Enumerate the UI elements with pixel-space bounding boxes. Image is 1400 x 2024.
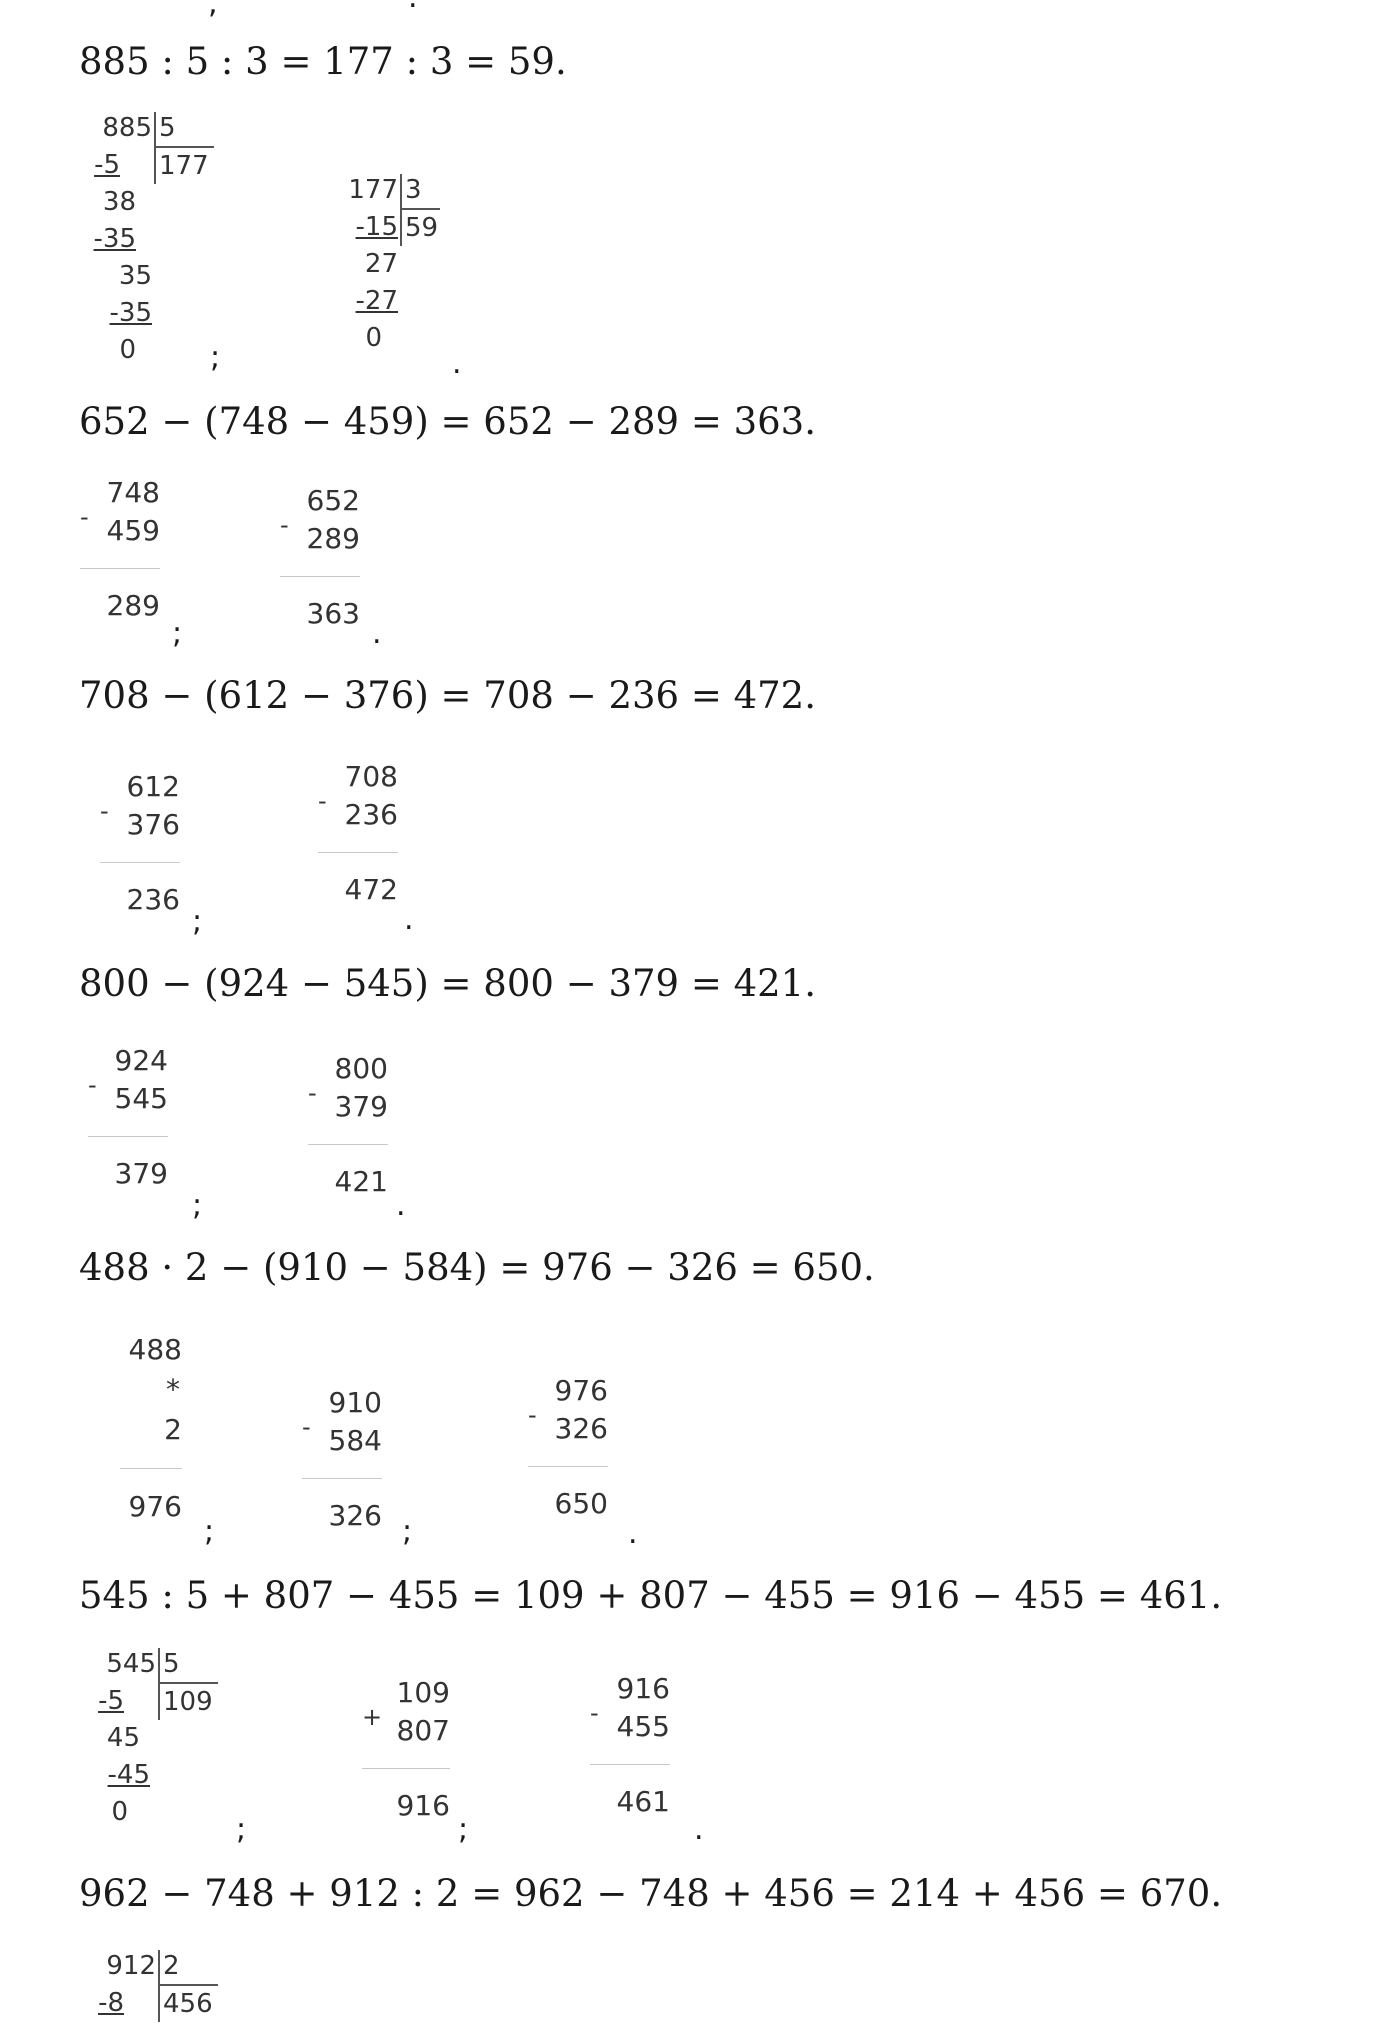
step: 27 (364, 249, 398, 279)
subtrahend: 455 (616, 1710, 670, 1743)
column-subtraction-916-455 (590, 1670, 670, 1821)
difference: 326 (328, 1499, 382, 1532)
top-dot (408, 0, 418, 15)
long-division-545 (92, 1646, 222, 1836)
equation-5: 488 · 2 − (910 − 584) = 976 − 326 = 650. (79, 1246, 875, 1289)
minuend: 800 (334, 1052, 388, 1085)
dividend: 545 (106, 1649, 156, 1679)
result-line (120, 1468, 182, 1469)
subtrahend: 376 (126, 808, 180, 841)
addend-2: 807 (396, 1714, 450, 1747)
long-division-885 (88, 110, 218, 370)
addend-1: 109 (396, 1676, 450, 1709)
semicolon: ; (458, 1812, 469, 1847)
difference: 421 (334, 1165, 388, 1198)
minus-sign: - (88, 1071, 97, 1099)
step: 0 (365, 323, 382, 353)
result-line (318, 852, 398, 853)
step: -45 (107, 1760, 150, 1790)
result-line (88, 1136, 168, 1137)
division-vertical-bar (158, 1648, 160, 1720)
difference: 236 (126, 883, 180, 916)
equation-6: 545 : 5 + 807 − 455 = 109 + 807 − 455 = 916 − 455 = 461. (79, 1574, 1223, 1617)
subtrahend: 326 (554, 1412, 608, 1445)
division-vertical-bar (400, 174, 402, 246)
step: 45 (106, 1723, 140, 1753)
result-line (80, 568, 160, 569)
quotient: 177 (159, 151, 209, 181)
top-comma: , (208, 0, 218, 21)
step: 38 (102, 187, 136, 217)
result-line (308, 1144, 388, 1145)
equation-1: 885 : 5 : 3 = 177 : 3 = 59. (79, 40, 567, 83)
result-line (100, 862, 180, 863)
minuend: 748 (106, 476, 160, 509)
multiplicand: 488 (128, 1333, 182, 1366)
equation-3: 708 − (612 − 376) = 708 − 236 = 472. (79, 674, 816, 717)
long-division-912 (92, 1948, 222, 2024)
result-line (362, 1768, 450, 1769)
period: . (694, 1812, 704, 1847)
difference: 472 (344, 873, 398, 906)
dividend: 885 (102, 113, 152, 143)
step: -5 (94, 150, 120, 180)
column-subtraction-612-376 (100, 768, 180, 919)
period: . (372, 616, 382, 651)
divisor: 3 (405, 175, 422, 205)
minuend: 652 (306, 484, 360, 517)
difference: 461 (616, 1785, 670, 1818)
semicolon: ; (192, 904, 203, 939)
semicolon: ; (172, 616, 183, 651)
minus-sign: - (318, 787, 327, 815)
semicolon: ; (402, 1514, 413, 1549)
divisor: 2 (163, 1951, 180, 1981)
difference: 363 (306, 597, 360, 630)
multiply-sign: * (166, 1373, 180, 1406)
period: . (404, 902, 414, 937)
result-line (280, 576, 360, 577)
step: -5 (98, 1686, 124, 1716)
step: -8 (98, 1988, 124, 2018)
minuend: 976 (554, 1374, 608, 1407)
long-division-177 (334, 172, 464, 362)
result-line (590, 1764, 670, 1765)
subtrahend: 289 (306, 522, 360, 555)
column-addition-109-807 (362, 1674, 450, 1825)
column-multiplication-488-2 (120, 1330, 182, 1527)
period: . (396, 1188, 406, 1223)
quotient: 456 (163, 1989, 213, 2019)
difference: 379 (114, 1157, 168, 1190)
subtrahend: 379 (334, 1090, 388, 1123)
minuend: 910 (328, 1386, 382, 1419)
divisor: 5 (159, 113, 176, 143)
result-line (528, 1466, 608, 1467)
step: 35 (118, 261, 152, 291)
minus-sign: - (100, 797, 109, 825)
period: . (628, 1516, 638, 1551)
quotient: 109 (163, 1687, 213, 1717)
equation-4: 800 − (924 − 545) = 800 − 379 = 421. (79, 962, 816, 1005)
semicolon: ; (210, 340, 221, 375)
result-line (302, 1478, 382, 1479)
step: -35 (109, 298, 152, 328)
minus-sign: - (80, 503, 89, 531)
minuend: 916 (616, 1672, 670, 1705)
semicolon: ; (204, 1514, 215, 1549)
column-subtraction-800-379 (308, 1050, 388, 1201)
equation-7: 962 − 748 + 912 : 2 = 962 − 748 + 456 = 214 + 456 = 670. (79, 1872, 1223, 1915)
semicolon: ; (192, 1188, 203, 1223)
minus-sign: - (528, 1401, 537, 1429)
difference: 289 (106, 589, 160, 622)
division-vertical-bar (154, 112, 156, 184)
column-subtraction-924-545 (88, 1042, 168, 1193)
period: . (452, 346, 462, 381)
minuend: 612 (126, 770, 180, 803)
dividend: 177 (348, 175, 398, 205)
plus-sign: + (362, 1703, 383, 1731)
column-subtraction-976-326 (528, 1372, 608, 1523)
minus-sign: - (590, 1699, 599, 1727)
subtrahend: 459 (106, 514, 160, 547)
semicolon: ; (236, 1812, 247, 1847)
subtrahend: 584 (328, 1424, 382, 1457)
step: 0 (111, 1797, 128, 1827)
quotient: 59 (405, 213, 439, 243)
difference: 650 (554, 1487, 608, 1520)
sum: 916 (396, 1789, 450, 1822)
product: 976 (128, 1490, 182, 1523)
divisor: 5 (163, 1649, 180, 1679)
minus-sign: - (302, 1413, 311, 1441)
dividend: 912 (106, 1951, 156, 1981)
step: -15 (355, 212, 398, 242)
column-subtraction-652-289 (280, 482, 360, 633)
step: 0 (119, 335, 136, 365)
column-subtraction-748-459 (80, 474, 160, 625)
multiplier: 2 (164, 1413, 182, 1446)
step: -27 (355, 286, 398, 316)
step: -35 (93, 224, 136, 254)
subtrahend: 545 (114, 1082, 168, 1115)
column-subtraction-708-236 (318, 758, 398, 909)
division-vertical-bar (158, 1950, 160, 2022)
equation-2: 652 − (748 − 459) = 652 − 289 = 363. (79, 400, 816, 443)
subtrahend: 236 (344, 798, 398, 831)
minus-sign: - (308, 1079, 317, 1107)
minuend: 924 (114, 1044, 168, 1077)
minus-sign: - (280, 511, 289, 539)
minuend: 708 (344, 760, 398, 793)
column-subtraction-910-584 (302, 1384, 382, 1535)
